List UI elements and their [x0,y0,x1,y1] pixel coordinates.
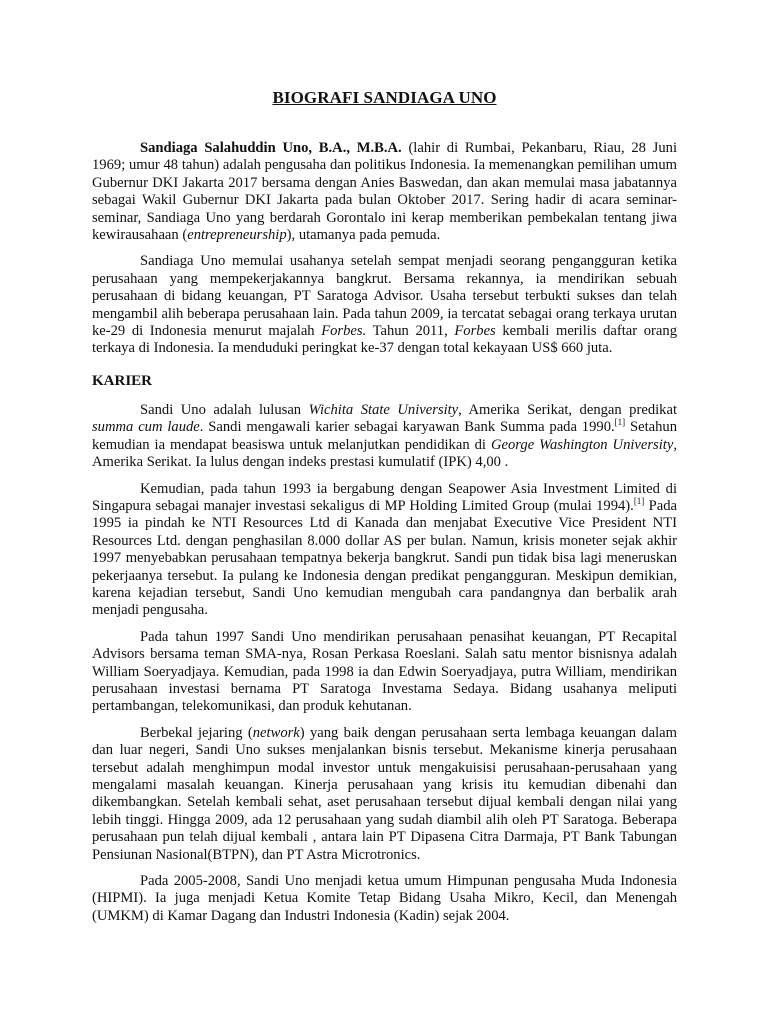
text-segment: Sandi Uno adalah lulusan [140,401,309,418]
citation-link[interactable]: [1] [614,417,626,428]
text-segment: kembali merilis daftar orang terkaya di Indonesia. Ia menduduki peringkat ke-37 dengan total kekayaan US$ 660 juta. [92,323,677,357]
text-segment: , Amerika Serikat, dengan predikat [458,401,678,418]
section-heading-karier: KARIER [92,372,153,389]
text-segment: Setahun kemudian ia mendapat beasiswa untuk melanjutkan pendidikan di [92,419,678,453]
italic-term: George Washington University [490,436,674,453]
text-segment: Pada 1995 ia pindah ke NTI Resources Ltd di Kanada dan menjabat Executive Vice President NTI Resources Ltd. dengan penghasilan 8.000 dollar AS per bulan. Namun, krisis moneter sejak akhir 1997 menyebabkan perusahaan tempatnya bekerja bangkrut. Sandi pun tidak bisa lagi meneruskan pekerjaanya tersebut. Ia pulang ke Indonesia dengan predikat pengangguran. Meskipun demikian, karena kejadian tersebut, Sandi Uno kemudian mengubah cara pandangnya dan berbalik arah menjadi pengusaha. [92,497,677,619]
text-segment: Sandiaga Uno memulai usahanya setelah sempat menjadi seorang pengangguran ketika perusahaan yang mempekerjakannya bangkrut. Bersama rekannya, ia mendirikan sebuah perusahaan di bidang keuangan, PT Saratoga Advisor. Usaha tersebut terbukti sukses dan telah mengambil alih beberapa perusahaan lain. Pada tahun 2009, ia tercatat sebagai orang terkaya urutan ke-29 di Indonesia menurut majalah [92,253,677,340]
intro-paragraph-2 [92,253,677,357]
text-segment: . Sandi mengawali karier sebagai karyawan Bank Summa pada 1990. [199,419,615,436]
italic-term: Forbes. [321,323,367,340]
karier-paragraph-5: Pada 2005-2008, Sandi Uno menjadi ketua umum Himpunan pengusaha Muda Indonesia (HIPMI). Ia juga menjadi Ketua Komite Tetap Bidang Usaha Mikro, Kecil, dan Menengah (UMKM) di Kamar Dagang dan Industri Indonesia (Kadin) sejak 2004. [92,873,677,924]
text-segment: Berbekal jejaring ( [140,724,253,741]
text-segment: , Amerika Serikat. Ia lulus dengan indeks prestasi kumulatif (IPK) 4,00 . [92,436,677,471]
text-segment: Tahun 2011, [366,323,455,340]
italic-term: summa cum laude [92,419,200,436]
text-segment: ), utamanya pada pemuda. [286,227,441,244]
italic-term: network [252,724,300,741]
document-title: BIOGRAFI SANDIAGA UNO [272,88,497,107]
citation-link[interactable]: [1] [633,496,645,507]
text-segment: ) yang baik dengan perusahaan serta lembaga keuangan dalam dan luar negeri, Sandi Uno sukses menjalankan bisnis tersebut. Mekanisme kinerja perusahaan tersebut adalah menghimpun modal investor untuk mengakuisisi perusahaan-perusahaan yang mengalami masalah keuangan. Kinerja perusahaan yang krisis itu kemudian dibenahi dan dikembangkan. Setelah kembali sehat, aset perusahaan tersebut dijual kembali dengan nilai yang lebih tinggi. Hingga 2009, ada 12 perusahaan yang sudah diambil alih oleh PT Saratoga. Beberapa perusahaan pun telah dijual kembali , antara lain PT Dipasena Citra Darmaja, PT Bank Tabungan Pensiunan Nasional(BTPN), dan PT Astra Microtronics. [92,724,678,863]
italic-term: Forbes [454,323,496,340]
italic-term: Wichita State University [308,401,459,418]
karier-paragraph-4 [92,725,677,864]
karier-paragraph-1 [92,402,677,472]
text-segment: Kemudian, pada tahun 1993 ia bergabung dengan Seapower Asia Investment Limited di Singapura sebagai manajer investasi sekaligus di MP Holding Limited Group (mulai 1994). [92,480,677,514]
italic-term: entrepreneurship [187,227,287,244]
karier-paragraph-2 [92,481,677,620]
karier-paragraph-3: Pada tahun 1997 Sandi Uno mendirikan perusahaan penasihat keuangan, PT Recapital Advisors bersama teman SMA-nya, Rosan Perkasa Roeslani. Salah satu mentor bisnisnya adalah William Soeryadjaya. Kemudian, pada 1998 ia dan Edwin Soeryadjaya, putra William, mendirikan perusahaan investasi bernama PT Saratoga Investama Sedaya. Bidang usahanya meliputi pertambangan, telekomunikasi, dan produk kehutanan. [92,628,677,715]
text-segment: (lahir di Rumbai, Pekanbaru, Riau, 28 Juni 1969; umur 48 tahun) adalah pengusaha dan politikus Indonesia. Ia memenangkan pemilihan umum Gubernur DKI Jakarta 2017 bersama dengan Anies Baswedan, dan akan memulai masa jabatannya sebagai Wakil Gubernur DKI Jakarta pada bulan Oktober 2017. Sering hadir di acara seminar-seminar, Sandiaga Uno yang berdarah Gorontalo ini kerap memberikan pembekalan tentang jiwa kewirausahaan ( [92,140,677,244]
intro-paragraph-1 [92,140,677,244]
subject-full-name: Sandiaga Salahuddin Uno, B.A., M.B.A. [140,140,402,156]
